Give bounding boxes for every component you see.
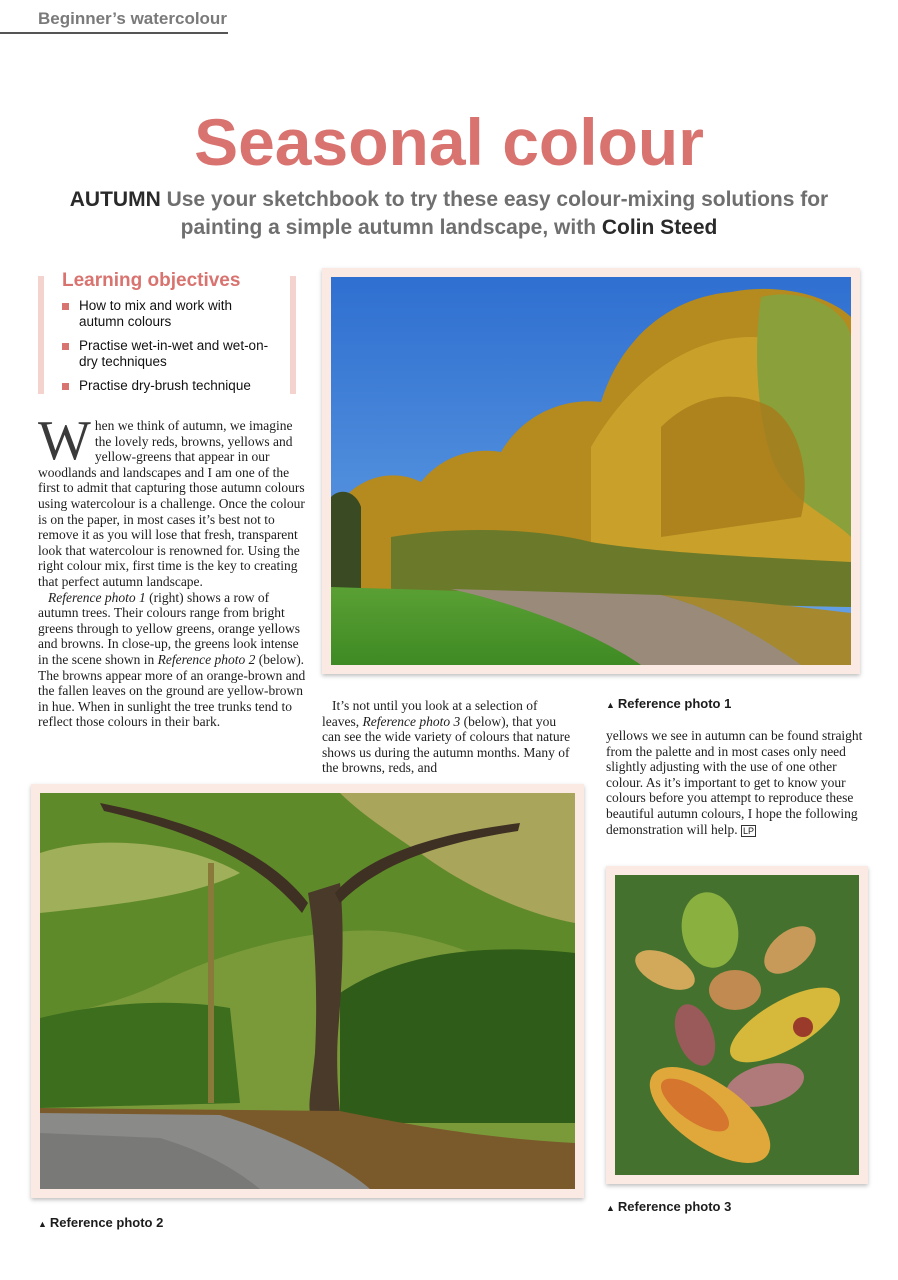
standfirst (40, 186, 858, 242)
running-header-text: Beginner’s watercolour (38, 9, 227, 28)
end-mark: LP (742, 825, 754, 836)
learning-objectives-list (62, 298, 272, 402)
reference-photo-2-caption: ▲ Reference photo 2 (38, 1215, 164, 1230)
body-column-3 (606, 728, 868, 839)
standfirst-author: Colin Steed (601, 216, 718, 239)
reference-photo-3-frame (606, 866, 868, 1184)
body-paragraph-3: It’s not until you look at a selection of leaves, Reference photo 3 (below), that you can see the wide variety of colours that nature shows us during the autumn months. Many of the browns, reds, and (322, 698, 571, 776)
objective-item: How to mix and work with autumn colours (62, 298, 272, 330)
reference-photo-1-frame (322, 268, 860, 674)
tree-and-lane-image (40, 793, 575, 1189)
reference-photo-2-frame (31, 784, 584, 1198)
objective-item: Practise wet-in-wet and wet-on-dry techniques (62, 338, 272, 370)
objective-item: Practise dry-brush technique (62, 378, 272, 394)
reference-photo-1-caption: ▲ Reference photo 1 (606, 696, 732, 711)
square-bullet-icon (62, 343, 69, 350)
body-paragraph-1: When we think of autumn, we imagine the lovely reds, browns, yellows and yellow-greens that appear in our woodlands and landscapes and I am one of the first to admit that capturing those autumn colours using watercolour is a challenge. Once the colour is on the paper, in most cases it’s best not to remove it as you will lose that fresh, transparent look that watercolour is renowned for. Using the right colour mix, first time is the key to creating that perfect autumn landscape. (38, 410, 305, 589)
autumn-tree-row-image (331, 277, 851, 665)
triangle-up-icon: ▲ (38, 1219, 47, 1229)
body-paragraph-4: yellows we see in autumn can be found straight from the palette and in most cases only need slightly adjusting with the use of one other colour. As it’s important to get to know your colours before you attempt to reproduce these beautiful autumn colours, I hope the following demonstration will help. LP (606, 728, 863, 837)
body-column-1 (38, 410, 310, 730)
reference-photo-2 (40, 793, 575, 1189)
reference-photo-3-caption: ▲ Reference photo 3 (606, 1199, 732, 1214)
running-header (0, 6, 228, 34)
drop-cap: W (38, 410, 91, 472)
square-bullet-icon (62, 383, 69, 390)
body-column-2 (322, 698, 572, 776)
learning-objectives-heading: Learning objectives (62, 270, 241, 291)
page-title: Seasonal colour (194, 105, 704, 179)
triangle-up-icon: ▲ (606, 1203, 615, 1213)
reference-photo-1 (331, 277, 851, 665)
square-bullet-icon (62, 303, 69, 310)
standfirst-text: Use your sketchbook to try these easy colour-mixing solutions for painting a simple autumn landscape, with (160, 188, 829, 239)
reference-photo-3 (615, 875, 859, 1175)
body-paragraph-2: Reference photo 1 (right) shows a row of autumn trees. Their colours range from bright greens through to yellow greens, orange yellows and browns. In close-up, the greens look intense in the scene shown in Reference photo 2 (below). The browns appear more of an orange-brown and the fallen leaves on the ground are yellow-brown in hue. When in sunlight the tree trunks tend to reflect those colours in their bark. (38, 589, 306, 730)
autumn-leaves-image (615, 875, 859, 1175)
triangle-up-icon: ▲ (606, 700, 615, 710)
standfirst-kicker: AUTUMN (69, 188, 161, 211)
